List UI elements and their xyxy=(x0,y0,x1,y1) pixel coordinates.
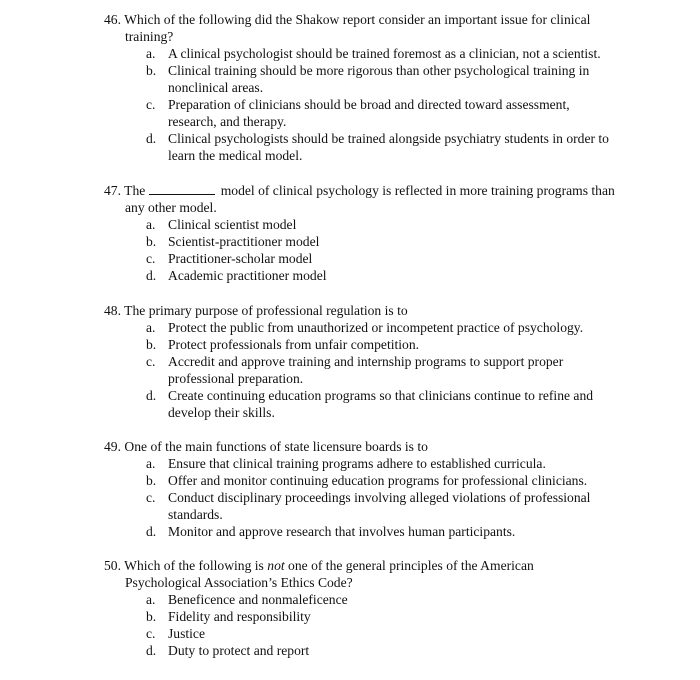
answer-option-c xyxy=(104,489,624,523)
option-letter: c. xyxy=(146,251,156,266)
option-text: nonclinical areas. xyxy=(168,80,264,95)
option-text: Practitioner-scholar model xyxy=(168,251,313,266)
question-number: 49. xyxy=(104,439,121,454)
stem-text: Psychological Association’s Ethics Code? xyxy=(125,575,353,590)
option-text: Accredit and approve training and internship programs to support proper xyxy=(168,354,564,369)
answer-options xyxy=(104,45,624,164)
answer-option-a xyxy=(104,455,624,472)
answer-option-a xyxy=(104,45,624,62)
option-letter: b. xyxy=(146,337,157,352)
option-text: develop their skills. xyxy=(168,405,275,420)
answer-option-c xyxy=(104,96,624,130)
option-text: Beneficence and nonmaleficence xyxy=(168,592,348,607)
option-letter: a. xyxy=(146,320,156,335)
option-text: Academic practitioner model xyxy=(168,268,327,283)
option-letter: c. xyxy=(146,97,156,112)
option-letter: c. xyxy=(146,626,156,641)
option-text: A clinical psychologist should be trained foremost as a clinician, not a scientist. xyxy=(168,46,601,61)
answer-option-b xyxy=(104,608,624,625)
answer-options xyxy=(104,216,624,284)
option-text: Monitor and approve research that involves human participants. xyxy=(168,524,516,539)
option-letter: b. xyxy=(146,63,157,78)
answer-option-a xyxy=(104,216,624,233)
stem-text: model of clinical psychology is reflected in more training programs than xyxy=(220,183,615,198)
option-text: Offer and monitor continuing education programs for professional clinicians. xyxy=(168,473,588,488)
option-letter: d. xyxy=(146,131,157,146)
option-letter: d. xyxy=(146,388,157,403)
option-letter: b. xyxy=(146,234,157,249)
question-stem xyxy=(104,182,624,216)
question-number: 48. xyxy=(104,303,121,318)
option-text: Clinical psychologists should be trained alongside psychiatry students in order to xyxy=(168,131,609,146)
option-letter: c. xyxy=(146,354,156,369)
answer-option-c xyxy=(104,625,624,642)
fill-in-blank xyxy=(149,182,215,195)
option-letter: d. xyxy=(146,524,157,539)
stem-text: Which of the following did the Shakow report consider an important issue for clinical xyxy=(124,12,591,27)
question-48 xyxy=(104,302,624,421)
question-stem xyxy=(104,438,624,455)
stem-text: One of the main functions of state licensure boards is to xyxy=(124,439,428,454)
option-text: Ensure that clinical training programs adhere to established curricula. xyxy=(168,456,546,471)
stem-text: The xyxy=(124,183,146,198)
answer-options xyxy=(104,319,624,421)
option-letter: a. xyxy=(146,456,156,471)
answer-options xyxy=(104,591,624,659)
answer-option-d xyxy=(104,387,624,421)
question-number: 50. xyxy=(104,558,121,573)
option-text: Clinical scientist model xyxy=(168,217,297,232)
option-letter: c. xyxy=(146,490,156,505)
question-49 xyxy=(104,438,624,540)
answer-option-b xyxy=(104,62,624,96)
option-text: professional preparation. xyxy=(168,371,304,386)
stem-emphasis: not xyxy=(267,558,285,573)
option-text: research, and therapy. xyxy=(168,114,287,129)
answer-option-d xyxy=(104,642,624,659)
answer-option-d xyxy=(104,130,624,164)
option-letter: d. xyxy=(146,268,157,283)
option-letter: d. xyxy=(146,643,157,658)
option-letter: b. xyxy=(146,609,157,624)
answer-option-b xyxy=(104,336,624,353)
option-letter: a. xyxy=(146,46,156,61)
option-text: Justice xyxy=(168,626,205,641)
question-number: 47. xyxy=(104,183,121,198)
answer-option-c xyxy=(104,250,624,267)
option-letter: a. xyxy=(146,592,156,607)
option-text: learn the medical model. xyxy=(168,148,303,163)
stem-text: Which of the following is xyxy=(124,558,264,573)
question-50 xyxy=(104,557,624,659)
option-text: Create continuing education programs so that clinicians continue to refine and xyxy=(168,388,594,403)
answer-option-d xyxy=(104,523,624,540)
option-letter: b. xyxy=(146,473,157,488)
option-text: Clinical training should be more rigorous than other psychological training in xyxy=(168,63,590,78)
answer-option-b xyxy=(104,233,624,250)
answer-options xyxy=(104,455,624,540)
option-text: Protect the public from unauthorized or incompetent practice of psychology. xyxy=(168,320,584,335)
stem-text: The primary purpose of professional regulation is to xyxy=(124,303,408,318)
stem-text: one of the general principles of the American xyxy=(288,558,534,573)
question-47 xyxy=(104,182,624,284)
option-text: Scientist-practitioner model xyxy=(168,234,320,249)
option-text: standards. xyxy=(168,507,223,522)
stem-text: any other model. xyxy=(125,200,217,215)
answer-option-c xyxy=(104,353,624,387)
option-text: Fidelity and responsibility xyxy=(168,609,311,624)
answer-option-a xyxy=(104,319,624,336)
answer-option-b xyxy=(104,472,624,489)
answer-option-a xyxy=(104,591,624,608)
question-stem xyxy=(104,11,624,45)
question-stem xyxy=(104,557,624,591)
question-stem xyxy=(104,302,624,319)
option-text: Protect professionals from unfair competition. xyxy=(168,337,420,352)
option-text: Duty to protect and report xyxy=(168,643,310,658)
question-46 xyxy=(104,11,624,164)
stem-text: training? xyxy=(125,29,174,44)
answer-option-d xyxy=(104,267,624,284)
option-text: Conduct disciplinary proceedings involving alleged violations of professional xyxy=(168,490,591,505)
option-text: Preparation of clinicians should be broad and directed toward assessment, xyxy=(168,97,570,112)
option-letter: a. xyxy=(146,217,156,232)
question-number: 46. xyxy=(104,12,121,27)
